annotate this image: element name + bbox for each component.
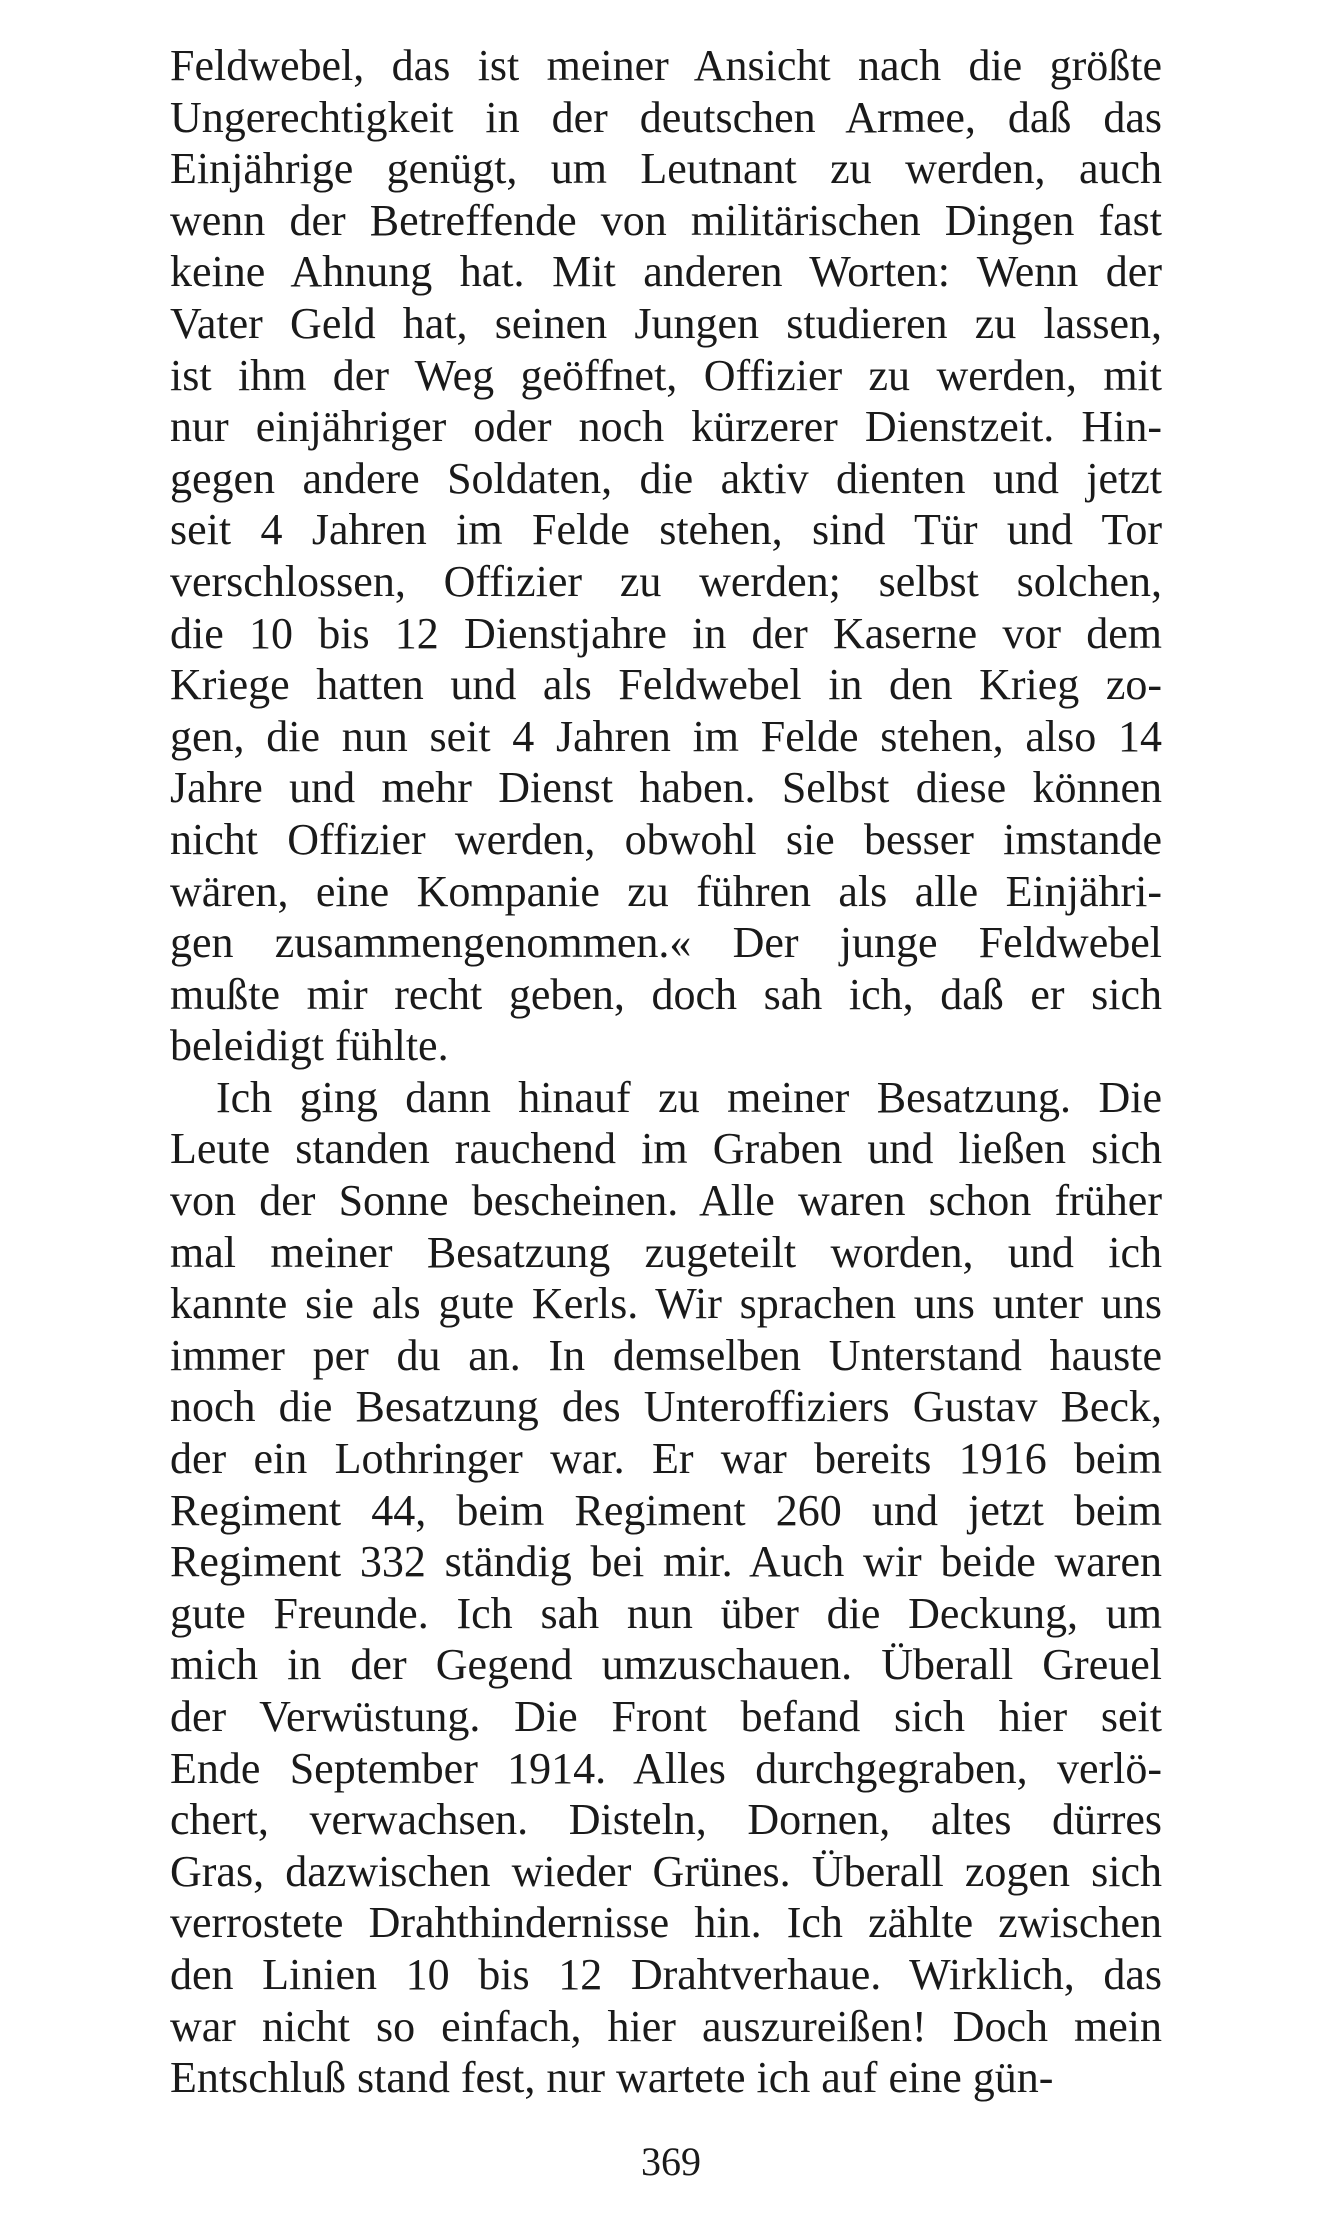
text-line: gute Freunde. Ich sah nun über die Deckung, um <box>170 1588 1162 1638</box>
text-line: mal meiner Besatzung zugeteilt worden, und ich <box>170 1227 1162 1277</box>
paragraph <box>170 1072 1162 2104</box>
text-line: gen zusammengenommen.« Der junge Feldwebel <box>170 918 1162 968</box>
text-line: verschlossen, Offizier zu werden; selbst solchen, <box>170 556 1162 606</box>
text-line: Ende September 1914. Alles durchgegraben, verlö- <box>170 1743 1162 1793</box>
text-line: wenn der Betreffende von militärischen Dingen fast <box>170 195 1162 245</box>
text-line: gegen andere Soldaten, die aktiv dienten und jetzt <box>170 453 1162 503</box>
text-line: der ein Lothringer war. Er war bereits 1916 beim <box>170 1434 1162 1484</box>
text-line: beleidigt fühlte. <box>170 1021 449 1071</box>
text-line: Regiment 44, beim Regiment 260 und jetzt beim <box>170 1485 1162 1535</box>
text-line: den Linien 10 bis 12 Drahtverhaue. Wirklich, das <box>170 1949 1162 1999</box>
text-line: keine Ahnung hat. Mit anderen Worten: Wenn der <box>170 247 1162 297</box>
text-line: immer per du an. In demselben Unterstand hauste <box>170 1330 1162 1380</box>
text-line: nur einjähriger oder noch kürzerer Dienstzeit. Hin- <box>170 402 1162 452</box>
text-line: ist ihm der Weg geöffnet, Offizier zu werden, mit <box>170 350 1162 400</box>
text-line: noch die Besatzung des Unteroffiziers Gustav Beck, <box>170 1382 1162 1432</box>
body-text <box>170 40 1162 2104</box>
text-line: die 10 bis 12 Dienstjahre in der Kaserne vor dem <box>170 608 1162 658</box>
text-line: Entschluß stand fest, nur wartete ich auf eine gün- <box>170 2053 1054 2103</box>
text-line: von der Sonne bescheinen. Alle waren schon früher <box>170 1176 1162 1226</box>
text-line: Kriege hatten und als Feldwebel in den Krieg zo- <box>170 660 1162 710</box>
text-line: verrostete Drahthindernisse hin. Ich zählte zwischen <box>170 1898 1162 1948</box>
text-line: Vater Geld hat, seinen Jungen studieren zu lassen, <box>170 298 1162 348</box>
text-line: war nicht so einfach, hier auszureißen! Doch mein <box>170 2001 1162 2051</box>
text-line: Jahre und mehr Dienst haben. Selbst diese können <box>170 763 1162 813</box>
text-line: Gras, dazwischen wieder Grünes. Überall zogen sich <box>170 1846 1162 1896</box>
text-line: nicht Offizier werden, obwohl sie besser imstande <box>170 814 1162 864</box>
text-line: mußte mir recht geben, doch sah ich, daß er sich <box>170 969 1162 1019</box>
text-line: mich in der Gegend umzuschauen. Überall Greuel <box>170 1640 1162 1690</box>
text-line: Regiment 332 ständig bei mir. Auch wir beide waren <box>170 1537 1162 1587</box>
paragraph <box>170 40 1162 1072</box>
text-line: Ungerechtigkeit in der deutschen Armee, daß das <box>170 92 1162 142</box>
text-line: kannte sie als gute Kerls. Wir sprachen uns unter uns <box>170 1279 1162 1329</box>
text-line: Feldwebel, das ist meiner Ansicht nach die größte <box>170 41 1162 90</box>
text-line: Ich ging dann hinauf zu meiner Besatzung. Die <box>216 1072 1162 1122</box>
text-line: der Verwüstung. Die Front befand sich hier seit <box>170 1692 1162 1741</box>
text-line: wären, eine Kompanie zu führen als alle Einjähri- <box>170 866 1162 916</box>
text-line: Leute standen rauchend im Graben und ließen sich <box>170 1124 1162 1174</box>
text-line: chert, verwachsen. Disteln, Dornen, altes dürres <box>170 1795 1162 1845</box>
text-line: gen, die nun seit 4 Jahren im Felde stehen, also 14 <box>170 711 1162 761</box>
text-line: Einjährige genügt, um Leutnant zu werden, auch <box>170 144 1162 194</box>
text-line: seit 4 Jahren im Felde stehen, sind Tür und Tor <box>170 505 1162 555</box>
page-number: 369 <box>641 2139 701 2184</box>
